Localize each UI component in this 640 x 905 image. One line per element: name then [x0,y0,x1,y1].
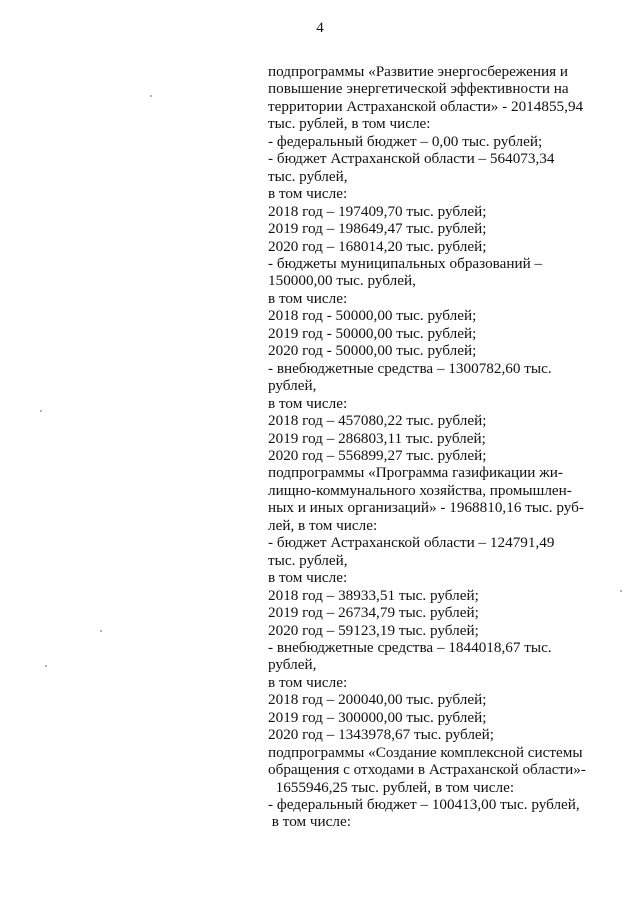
text-line: в том числе: [268,673,348,691]
text-line: - внебюджетные средства – 1300782,60 тыс. [268,359,552,377]
text-line: рублей, [268,656,317,674]
text-line: 2020 год – 556899,27 тыс. рублей; [268,446,487,464]
text-line: тыс. рублей, в том числе: [268,115,431,133]
text-line: в том числе: [268,289,348,307]
text-line: 2019 год – 286803,11 тыс. рублей; [268,429,486,447]
text-line: 2019 год – 198649,47 тыс. рублей; [268,220,487,238]
text-line: 2020 год – 1343978,67 тыс. рублей; [268,726,495,744]
text-line: 2018 год – 457080,22 тыс. рублей; [268,412,487,430]
text-line: - бюджет Астраханской области – 124791,49 [268,534,555,552]
text-line: подпрограммы «Программа газификации жи- [268,464,563,482]
text-line: подпрограммы «Создание комплексной системы [268,743,583,761]
text-line: - федеральный бюджет – 0,00 тыс. рублей; [268,132,543,150]
text-line: лей, в том числе: [268,516,378,534]
text-line: рублей, [268,377,317,395]
text-line: 2019 год – 26734,79 тыс. рублей; [268,604,479,622]
text-line: тыс. рублей, [268,551,348,569]
scan-speck [100,630,102,632]
text-line: - бюджеты муниципальных образований – [268,254,543,272]
text-line: повышение энергетической эффективности на [268,80,569,98]
text-line: 2019 год – 300000,00 тыс. рублей; [268,708,487,726]
scan-speck [150,95,152,97]
document-body [268,63,598,831]
text-line: - внебюджетные средства – 1844018,67 тыс. [268,638,552,656]
text-line: 1655946,25 тыс. рублей, в том числе: [268,778,515,796]
text-line: в том числе: [268,185,348,203]
text-line: 2019 год - 50000,00 тыс. рублей; [268,324,477,342]
text-line: лищно-коммунального хозяйства, промышлен- [268,481,572,499]
text-line: ных и иных организаций» - 1968810,16 тыс. руб- [268,499,584,517]
text-line: 2018 год - 50000,00 тыс. рублей; [268,307,477,325]
text-line: 2020 год - 50000,00 тыс. рублей; [268,342,477,360]
scan-speck [620,590,622,592]
text-line: в том числе: [268,569,348,587]
text-line: 150000,00 тыс. рублей, [268,272,416,290]
text-line: 2020 год – 59123,19 тыс. рублей; [268,621,479,639]
scan-speck [45,665,47,667]
text-line: - бюджет Астраханской области – 564073,34 [268,150,555,168]
text-line: 2020 год – 168014,20 тыс. рублей; [268,237,487,255]
text-line: 2018 год – 38933,51 тыс. рублей; [268,586,479,604]
scan-speck [40,410,42,412]
page-number: 4 [316,20,324,36]
text-line: в том числе: [268,813,351,831]
text-line: обращения с отходами в Астраханской области»- [268,761,586,779]
text-line: 2018 год – 197409,70 тыс. рублей; [268,202,487,220]
text-line: тыс. рублей, [268,167,348,185]
text-line: территории Астраханской области» - 2014855,94 [268,97,584,115]
text-line: 2018 год – 200040,00 тыс. рублей; [268,691,487,709]
text-line: - федеральный бюджет – 100413,00 тыс. рублей, [268,796,580,814]
text-line: в том числе: [268,394,348,412]
text-line: подпрограммы «Развитие энергосбережения и [268,63,569,80]
